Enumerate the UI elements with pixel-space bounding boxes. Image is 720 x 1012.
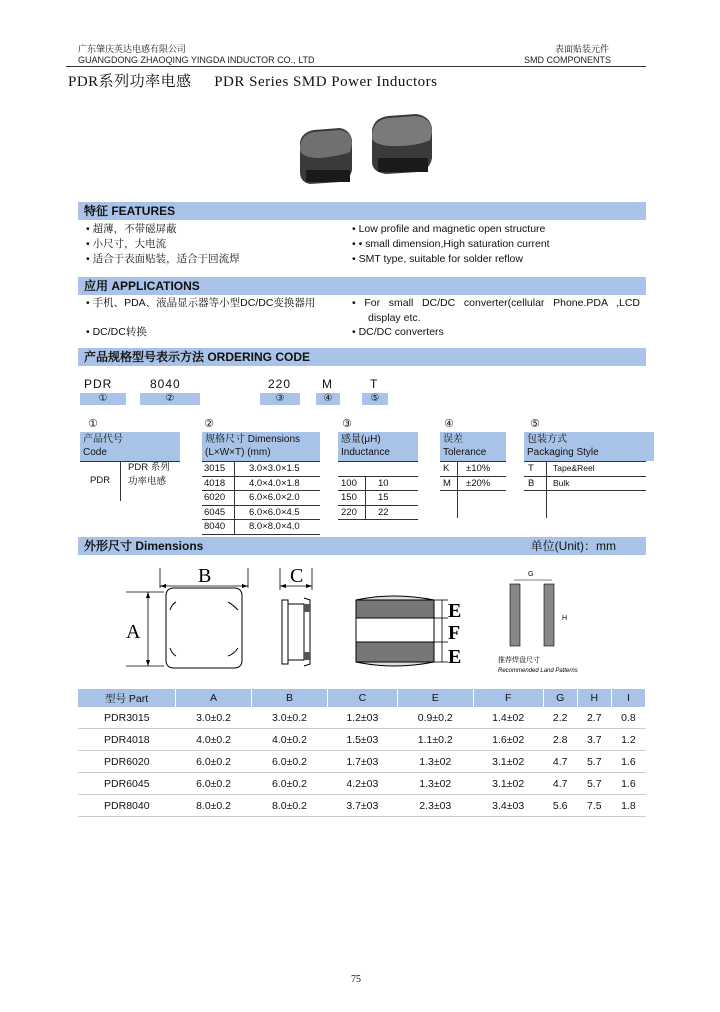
label-g: G [528,571,534,578]
code-part-series: PDR [84,377,113,391]
tol-row [440,477,506,492]
dim-code: 4018 [202,477,235,491]
cell: 3.4±03 [473,795,543,817]
product-photo [280,100,460,190]
dim-row [202,462,320,477]
cell-part: PDR4018 [78,729,176,751]
cell: 4.0±0.2 [252,729,328,751]
cell: 1.6 [611,751,645,773]
table-row [78,751,646,773]
cell: 1.2 [611,729,645,751]
top-view-drawing [118,560,258,680]
dim-size: 3.0×3.0×1.5 [249,463,300,474]
spec-marker-5: ⑤ [530,418,540,430]
code-header [80,432,180,461]
dim-header-1: 规格尺寸 Dimensions [205,434,301,445]
cell: 6.0±0.2 [252,751,328,773]
cell: 2.3±03 [397,795,473,817]
cell: 1.6±02 [473,729,543,751]
dimensions-unit: 单位(Unit)：mm [530,539,616,553]
col-i: I [611,689,645,707]
pkg-code: T [524,462,547,476]
category-cn: 表面贴装元件 [555,44,610,54]
dim-row [202,477,320,492]
tol-header [440,432,506,461]
cell: 3.7 [577,729,611,751]
cell: 1.7±03 [327,751,397,773]
cell: 1.8 [611,795,645,817]
spec-marker-1: ① [88,418,98,430]
table-row [78,729,646,751]
dim-row [202,520,320,535]
code-header-en: Code [83,447,107,458]
label-f: F [448,622,461,644]
label-c: C [290,565,304,587]
dim-header [202,432,320,461]
inductor-right [372,114,432,174]
pkg-header-1: 包装方式 [527,434,567,445]
cell: 1.5±03 [327,729,397,751]
ind-rows [338,461,418,520]
spec-marker-2: ② [204,418,214,430]
ind-value: 10 [378,477,389,489]
pkg-row [524,462,646,477]
dim-rows [202,461,320,535]
tol-value: ±20% [466,477,491,489]
cell: 8.0±0.2 [252,795,328,817]
spec-marker-3: ③ [342,418,352,430]
feature-cn-item: • 适合于表面贴装，适合于回流焊 [86,253,240,265]
cell-part: PDR8040 [78,795,176,817]
ind-header-2: Inductance [341,447,390,458]
land-pattern-drawing [494,566,594,678]
col-b: B [252,689,328,707]
cell: 1.2±03 [327,707,397,729]
ind-row [338,491,418,506]
applications-heading: 应用 APPLICATIONS [78,277,646,295]
pkg-row [524,477,646,492]
page-number: 75 [351,974,361,985]
dimensions-heading-text: 外形尺寸 Dimensions [84,539,204,553]
code-value: PDR [90,475,111,486]
tol-row [440,462,506,477]
dimensions-heading [78,537,646,555]
cell: 4.7 [543,773,577,795]
code-desc-1: PDR 系列 [128,462,170,473]
dim-code: 8040 [202,520,235,534]
feature-en-item: • Low profile and magnetic open structure [352,223,546,235]
col-part: 型号 Part [78,689,176,707]
cell-part: PDR6020 [78,751,176,773]
dim-code: 6045 [202,506,235,520]
dim-size: 8.0×8.0×4.0 [249,521,300,532]
company-name-en: GUANGDONG ZHAOQING YINGDA INDUCTOR CO., LTD [78,55,315,65]
title-cn: PDR系列功率电感 [68,74,192,90]
land-pattern-en: Recommended Land Patterns [498,668,578,674]
ind-code: 150 [338,491,366,505]
cell: 3.0±0.2 [252,707,328,729]
cell: 2.8 [543,729,577,751]
ordering-heading: 产品规格型号表示方法 ORDERING CODE [78,348,646,366]
dimensions-table [78,689,646,817]
dim-size: 4.0×4.0×1.8 [249,477,300,489]
feature-cn-item: • 超薄，不带磁屏蔽 [86,223,177,235]
code-divider [120,461,121,501]
ind-header-1: 感量(μH) [341,434,381,445]
label-e-top: E [448,600,462,622]
pkg-header-2: Packaging Style [527,447,599,458]
application-cn-item: • DC/DC转换 [86,326,147,338]
pkg-rows [524,461,646,518]
ind-code: 220 [338,506,366,520]
ind-row [338,506,418,521]
dim-code: 6020 [202,491,235,505]
col-h: H [577,689,611,707]
tol-rows [440,461,506,518]
code-marker-3: ③ [260,393,300,405]
dim-row [202,506,320,521]
feature-cn-item: • 小尺寸，大电流 [86,238,167,250]
tol-value: ±10% [466,463,491,474]
label-e-bottom: E [448,646,462,668]
cell: 1.3±02 [397,751,473,773]
cell: 5.6 [543,795,577,817]
code-part-size: 8040 [150,377,181,391]
cell: 4.2±03 [327,773,397,795]
title-en: PDR Series SMD Power Inductors [214,74,438,90]
ind-value: 22 [378,506,389,518]
cell: 1.1±0.2 [397,729,473,751]
page-title [68,70,438,91]
cell: 8.0±0.2 [176,795,252,817]
ind-row [338,477,418,492]
code-header-cn: 产品代号 [83,434,123,445]
table-row [78,707,646,729]
application-en-item: • For small DC/DC converter(cellular Phone.PDA ,LCD [352,297,640,309]
feature-en-item: • • small dimension,High saturation current [352,238,550,250]
cell: 3.7±03 [327,795,397,817]
table-row [78,795,646,817]
cell: 7.5 [577,795,611,817]
dim-header-2: (L×W×T) (mm) [205,447,271,458]
cell: 6.0±0.2 [176,773,252,795]
tol-code: K [440,462,458,476]
feature-en-item: • SMT type, suitable for solder reflow [352,253,523,265]
cell: 1.4±02 [473,707,543,729]
dim-size: 6.0×6.0×4.5 [249,506,300,518]
cell: 6.0±0.2 [176,751,252,773]
tol-code: M [440,477,458,491]
code-marker-4: ④ [316,393,340,405]
code-part-tolerance: M [322,377,333,391]
features-cn-list [86,222,240,267]
cell: 1.3±02 [397,773,473,795]
dim-size: 6.0×6.0×2.0 [249,492,300,503]
code-part-inductance: 220 [268,377,292,391]
label-h: H [562,615,568,622]
label-b: B [198,565,212,587]
inductor-left [300,128,352,184]
cell: 0.8 [611,707,645,729]
cell: 3.1±02 [473,773,543,795]
code-marker-2: ② [140,393,200,405]
application-en-item: • DC/DC converters [352,326,444,338]
pkg-header [524,432,654,461]
application-en-item-cont: display etc. [368,312,421,324]
pkg-code: B [524,477,547,491]
header-rule [66,66,646,67]
application-cn-item: • 手机、PDA、液晶显示器等小型DC/DC变换器用 [86,297,316,309]
ind-code: 100 [338,477,366,491]
cell: 2.2 [543,707,577,729]
cell-part: PDR6045 [78,773,176,795]
code-marker-5: ⑤ [362,393,388,405]
cell: 4.7 [543,751,577,773]
ind-header [338,432,418,461]
cell: 0.9±0.2 [397,707,473,729]
col-c: C [327,689,397,707]
cell: 5.7 [577,751,611,773]
tol-header-2: Tolerance [443,447,487,458]
ind-value: 15 [378,492,389,503]
table-header-row [78,689,646,707]
code-marker-1: ① [80,393,126,405]
spec-marker-4: ④ [444,418,454,430]
col-f: F [473,689,543,707]
table-row [78,773,646,795]
tol-header-1: 误差 [443,434,463,445]
code-part-packaging: T [370,377,379,391]
col-e: E [397,689,473,707]
cell: 5.7 [577,773,611,795]
cell: 4.0±0.2 [176,729,252,751]
side-view-drawing [270,560,330,680]
col-a: A [176,689,252,707]
pkg-value: Bulk [553,477,570,488]
cell: 2.7 [577,707,611,729]
pkg-value: Tape&Reel [553,463,595,473]
features-heading: 特征 FEATURES [78,202,646,220]
dim-row [202,491,320,506]
front-view-drawing [344,588,474,672]
col-g: G [543,689,577,707]
code-desc-2: 功率电感 [128,476,167,487]
cell: 6.0±0.2 [252,773,328,795]
company-name-cn: 广东肇庆英达电感有限公司 [78,44,187,54]
land-pattern-cn: 推荐焊盘尺寸 [498,657,540,664]
cell: 3.0±0.2 [176,707,252,729]
category-en: SMD COMPONENTS [524,55,612,65]
dim-code: 3015 [202,462,235,476]
cell: 3.1±02 [473,751,543,773]
features-en-list [352,222,550,267]
cell-part: PDR3015 [78,707,176,729]
label-a: A [126,621,141,643]
cell: 1.6 [611,773,645,795]
